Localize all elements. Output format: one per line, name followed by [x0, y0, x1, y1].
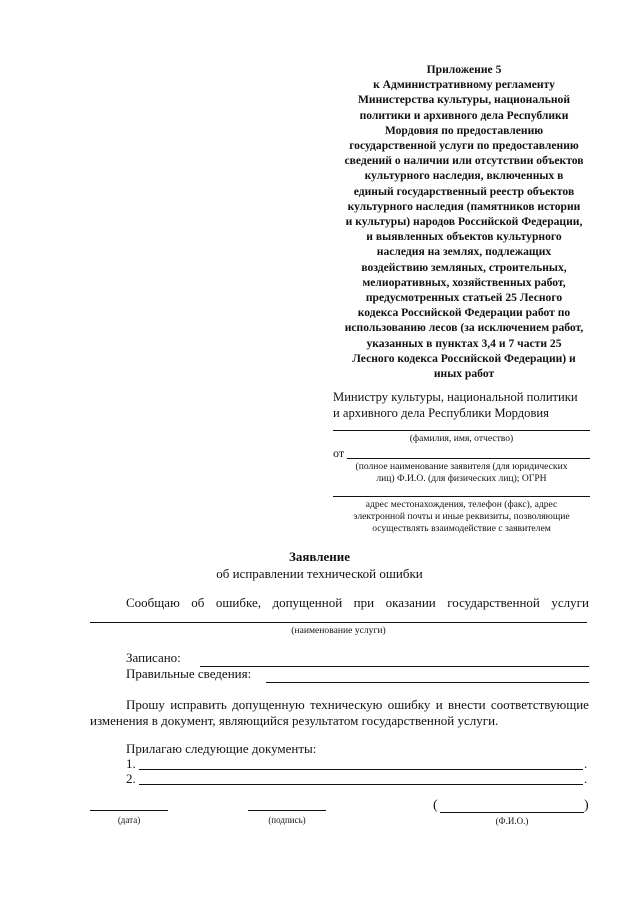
request-word: и	[435, 697, 443, 712]
appendix-line: наследия на землях, подлежащих	[376, 245, 552, 259]
appendix-line: предусмотренных статьей 25 Лесного	[365, 291, 563, 305]
appendix-line: единый государственный реестр объектов	[353, 184, 575, 198]
signature-field-line[interactable]	[248, 810, 326, 811]
item-2-number: 2.	[126, 771, 136, 786]
request-word: Прошу	[126, 697, 165, 712]
report-word: государственной	[447, 595, 540, 610]
request-word: исправить	[170, 697, 227, 712]
appendix-line: сведений о наличии или отсутствии объектов	[344, 154, 584, 168]
appendix-line: государственной услуги по предоставлению	[349, 139, 579, 153]
applicant-caption	[333, 461, 590, 485]
statement-subtitle: об исправлении технической ошибки	[216, 566, 423, 581]
statement-title: Заявление	[288, 549, 351, 564]
request-word: внести	[447, 697, 486, 712]
appendix-line: мелиоративных, хозяйственных работ,	[362, 275, 566, 289]
item-1-end: .	[584, 756, 588, 771]
request-word: ошибку	[387, 697, 431, 712]
addressee	[333, 389, 603, 421]
address-caption	[333, 499, 590, 535]
address-caption-line: осуществлять взаимодействие с заявителем	[372, 523, 551, 534]
report-word: услуги	[551, 595, 589, 610]
appendix-line: Министерства культуры, национальной	[357, 93, 571, 107]
request-line	[126, 697, 589, 713]
appendix-line: к Административному регламенту	[373, 78, 555, 92]
date-field-line[interactable]	[90, 810, 168, 811]
addressee-line: Министру культуры, национальной политики	[333, 390, 578, 404]
service-caption: (наименование услуги)	[291, 625, 386, 636]
request-word: допущенную	[232, 697, 305, 712]
appendix-header	[316, 62, 612, 381]
applicant-field-line[interactable]	[347, 458, 590, 459]
appendix-line: использованию лесов (за исключением работ,	[344, 321, 584, 335]
written-label: Записано:	[126, 650, 181, 665]
appendix-line: указанных в пунктах 3,4 и 7 части 25	[366, 336, 562, 350]
written-field-line[interactable]	[200, 666, 589, 667]
applicant-caption-line: (полное наименование заявителя (для юридических	[355, 461, 568, 472]
item-2-field-line[interactable]	[139, 784, 583, 785]
fio-open-paren: (	[433, 798, 438, 813]
fio-signature-caption: (Ф.И.О.)	[495, 816, 529, 826]
report-word: оказании	[385, 595, 436, 610]
fio-close-paren: )	[584, 798, 589, 813]
correct-field-line[interactable]	[266, 682, 589, 683]
appendix-line: культурного наследия (памятников истории	[347, 199, 581, 213]
report-word: допущенной	[272, 595, 343, 610]
appendix-line: иных работ	[433, 367, 495, 381]
appendix-line: Лесного кодекса Российской Федерации) и	[352, 351, 576, 365]
attach-label: Прилагаю следующие документы:	[126, 741, 317, 756]
signature-caption: (подпись)	[268, 815, 306, 825]
fio-field-line[interactable]	[333, 430, 590, 431]
appendix-line: воздействию земляных, строительных,	[361, 260, 567, 274]
report-word: ошибке,	[215, 595, 261, 610]
address-caption-line: адрес местонахождения, телефон (факс), адрес	[365, 499, 558, 510]
request-line-2: изменения в документ, являющийся результатом государственной услуги.	[90, 713, 499, 728]
appendix-line: политики и архивного дела Республики	[359, 108, 569, 122]
service-field-line[interactable]	[90, 622, 587, 623]
request-word: соответствующие	[490, 697, 589, 712]
address-caption-line: электронной почты и иные реквизиты, позволяющие	[353, 511, 570, 522]
report-word: при	[353, 595, 375, 610]
addressee-line: и архивного дела Республики Мордовия	[333, 406, 549, 420]
address-field-line[interactable]	[333, 496, 590, 497]
appendix-line: Приложение 5	[426, 63, 502, 76]
fio-signature-field-line[interactable]	[440, 812, 584, 813]
report-line	[126, 595, 589, 611]
appendix-line: культурного наследия, включенных в	[364, 169, 564, 183]
appendix-line: и культуры) народов Российской Федерации,	[345, 215, 583, 229]
request-word: техническую	[309, 697, 383, 712]
item-1-number: 1.	[126, 756, 136, 771]
appendix-line: и выявленных объектов культурного	[366, 230, 562, 244]
appendix-line: кодекса Российской Федерации работ по	[357, 306, 571, 320]
item-1-field-line[interactable]	[139, 769, 583, 770]
item-2-end: .	[584, 771, 588, 786]
date-caption: (дата)	[117, 815, 141, 825]
correct-label: Правильные сведения:	[126, 666, 252, 681]
fio-caption: (фамилия, имя, отчество)	[409, 433, 514, 444]
report-word: об	[191, 595, 205, 610]
appendix-line: Мордовия по предоставлению	[384, 123, 544, 137]
from-label: от	[333, 446, 345, 460]
report-word: Сообщаю	[126, 595, 180, 610]
applicant-caption-line: лиц) Ф.И.О. (для физических лиц); ОГРН	[376, 473, 547, 484]
